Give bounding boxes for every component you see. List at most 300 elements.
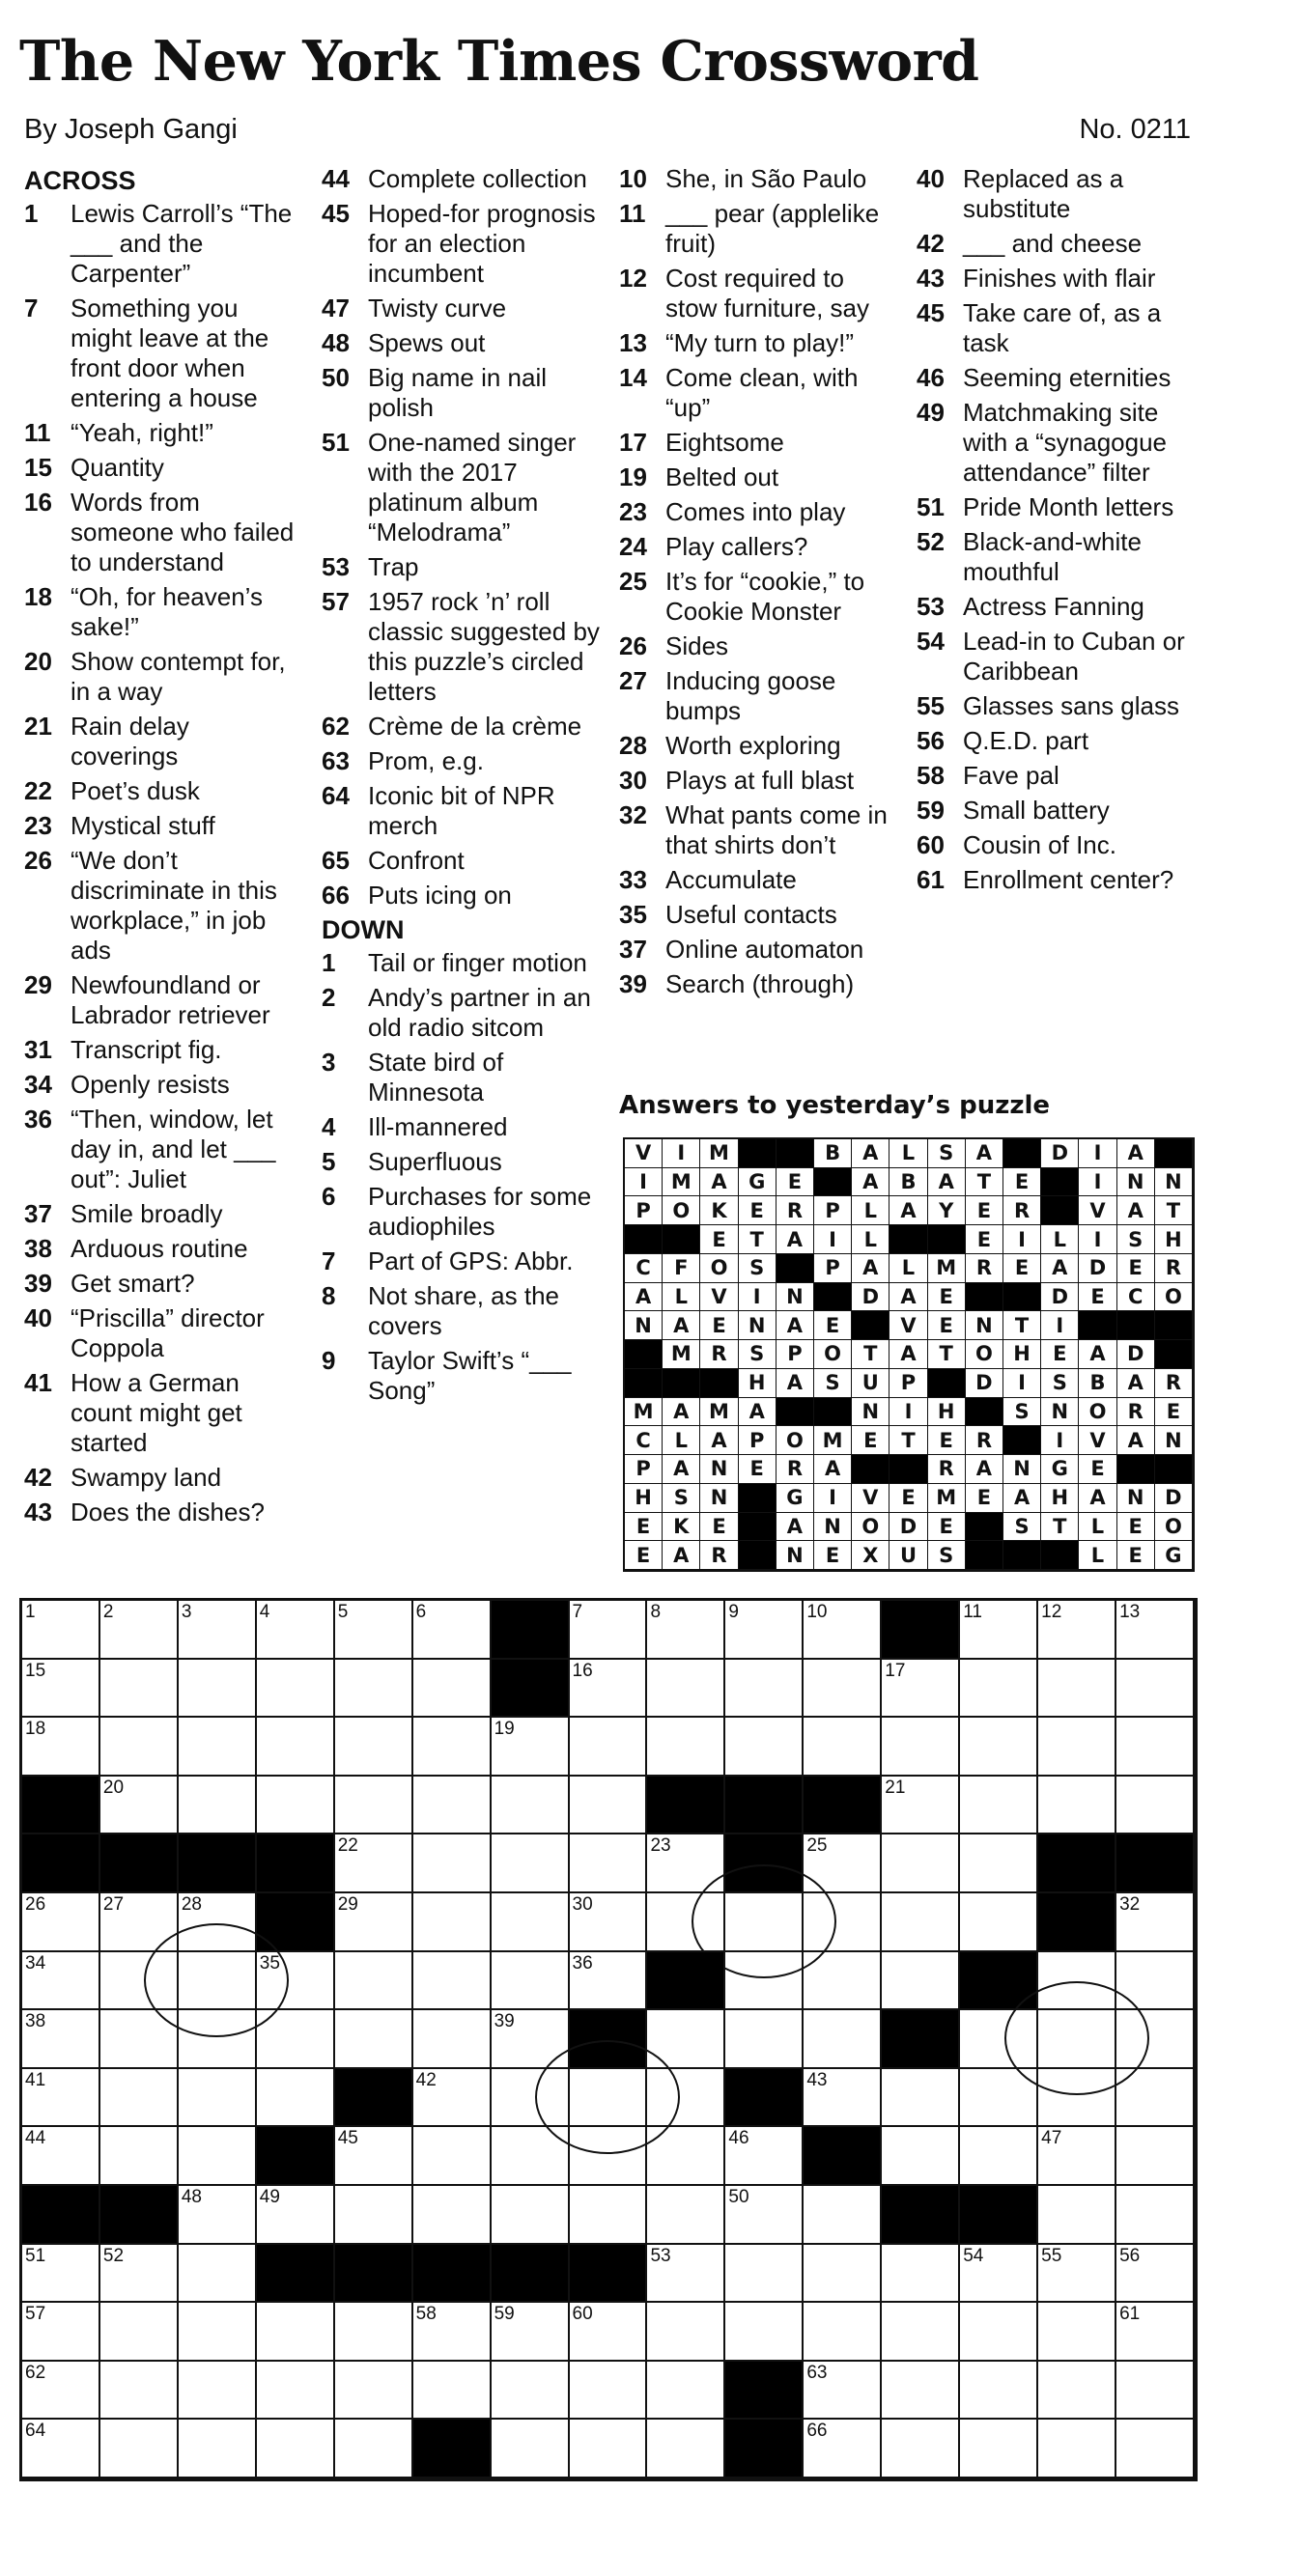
grid-cell[interactable] — [492, 2186, 570, 2245]
grid-cell[interactable] — [257, 2069, 335, 2128]
grid-cell[interactable] — [492, 1952, 570, 2011]
grid-cell[interactable] — [179, 2303, 257, 2362]
clue-text: Swampy land — [71, 1463, 222, 1492]
answer-letter: T — [928, 1340, 966, 1369]
clue — [322, 164, 602, 194]
grid-cell[interactable] — [492, 2303, 570, 2362]
black-square — [647, 1777, 725, 1835]
grid-cell[interactable] — [179, 1660, 257, 1719]
clue-text: “Yeah, right!” — [71, 418, 213, 447]
answer-letter: L — [1079, 1541, 1116, 1570]
grid-cell[interactable] — [100, 2245, 179, 2304]
grid-cell[interactable] — [804, 1660, 882, 1719]
grid-cell[interactable] — [1116, 2245, 1195, 2304]
answer-letter: A — [890, 1196, 927, 1225]
clue — [619, 731, 899, 761]
grid-cell[interactable] — [335, 2010, 413, 2069]
clue-text: Accumulate — [665, 865, 797, 894]
grid-cell[interactable] — [492, 2420, 570, 2478]
cell-number: 63 — [806, 2362, 828, 2383]
clue-text: Big name in nail polish — [368, 363, 547, 422]
grid-cell[interactable] — [804, 1601, 882, 1660]
grid-cell[interactable] — [647, 2186, 725, 2245]
grid-cell[interactable] — [882, 1660, 960, 1719]
clue — [917, 865, 1197, 895]
grid-cell[interactable] — [257, 1952, 335, 2011]
grid-cell[interactable] — [1038, 2303, 1116, 2362]
grid-cell[interactable] — [1038, 2420, 1116, 2478]
clue-number: 10 — [619, 164, 647, 193]
grid-cell[interactable] — [22, 1718, 100, 1777]
grid-cell[interactable] — [492, 2362, 570, 2421]
clue-text: Part of GPS: Abbr. — [368, 1246, 574, 1275]
answer-letter: A — [966, 1139, 1003, 1168]
grid-cell[interactable] — [647, 2069, 725, 2128]
clue — [24, 811, 299, 841]
grid-cell[interactable] — [257, 1718, 335, 1777]
grid-cell[interactable] — [960, 2303, 1038, 2362]
clue — [24, 846, 299, 966]
cell-number: 12 — [1041, 1602, 1062, 1622]
grid-cell[interactable] — [882, 1777, 960, 1835]
answer-letter: E — [890, 1484, 927, 1513]
grid-cell[interactable] — [1116, 2069, 1195, 2128]
grid-cell[interactable] — [570, 2303, 648, 2362]
grid-cell[interactable] — [413, 1834, 492, 1893]
grid-cell[interactable] — [570, 1601, 648, 1660]
grid-cell[interactable] — [1038, 2127, 1116, 2186]
grid-cell[interactable] — [960, 1777, 1038, 1835]
grid-cell[interactable] — [804, 1834, 882, 1893]
grid-cell[interactable] — [960, 2420, 1038, 2478]
clue — [619, 935, 899, 965]
clue-text: Finishes with flair — [963, 264, 1156, 293]
grid-cell[interactable] — [179, 2420, 257, 2478]
grid-cell[interactable] — [1116, 1893, 1195, 1952]
grid-cell[interactable] — [100, 2303, 179, 2362]
grid-cell[interactable] — [492, 2069, 570, 2128]
grid-cell[interactable] — [647, 1718, 725, 1777]
grid-cell[interactable] — [22, 2420, 100, 2478]
clue-number: 14 — [619, 363, 647, 392]
grid-cell[interactable] — [882, 1834, 960, 1893]
grid-cell[interactable] — [335, 2303, 413, 2362]
clue — [917, 298, 1197, 358]
black-square — [882, 2010, 960, 2069]
grid-cell[interactable] — [22, 1601, 100, 1660]
answer-letter: D — [890, 1513, 927, 1542]
grid-cell[interactable] — [725, 2010, 804, 2069]
clue-text: One-named singer with the 2017 platinum album “Melodrama” — [368, 428, 577, 546]
clue-number: 23 — [24, 811, 52, 840]
clue-number: 8 — [322, 1281, 336, 1310]
grid-cell[interactable] — [570, 2362, 648, 2421]
grid-cell[interactable] — [492, 1718, 570, 1777]
across-heading: ACROSS — [24, 166, 136, 195]
cell-number: 7 — [572, 1602, 583, 1622]
grid-cell[interactable] — [804, 2420, 882, 2478]
grid-cell[interactable] — [179, 1893, 257, 1952]
grid-cell[interactable] — [647, 2245, 725, 2304]
grid-cell[interactable] — [179, 1601, 257, 1660]
grid-cell[interactable] — [570, 2069, 648, 2128]
black-square — [1038, 1893, 1116, 1952]
clue-text: Plays at full blast — [665, 766, 855, 795]
grid-cell[interactable] — [960, 2362, 1038, 2421]
clue-text: Something you might leave at the front door when entering a house — [71, 294, 269, 412]
clue-number: 37 — [24, 1199, 52, 1228]
clue — [322, 1246, 602, 1276]
clue-text: Words from someone who failed to understand — [71, 488, 295, 576]
answer-black-square — [966, 1541, 1003, 1570]
grid-cell[interactable] — [882, 1893, 960, 1952]
grid-cell[interactable] — [804, 2303, 882, 2362]
clue-text: Useful contacts — [665, 900, 837, 929]
grid-cell[interactable] — [647, 1893, 725, 1952]
clue-number: 11 — [24, 418, 51, 447]
grid-cell[interactable] — [335, 1718, 413, 1777]
grid-cell[interactable] — [882, 1718, 960, 1777]
grid-cell[interactable] — [22, 2245, 100, 2304]
grid-cell[interactable] — [492, 1893, 570, 1952]
grid-cell[interactable] — [570, 1660, 648, 1719]
grid-cell[interactable] — [647, 1660, 725, 1719]
grid-cell[interactable] — [647, 2362, 725, 2421]
grid-cell[interactable] — [725, 1718, 804, 1777]
grid-cell[interactable] — [647, 2303, 725, 2362]
answer-letter: S — [663, 1484, 700, 1513]
grid-cell[interactable] — [725, 2127, 804, 2186]
grid-cell[interactable] — [570, 2127, 648, 2186]
grid-cell[interactable] — [570, 1893, 648, 1952]
grid-cell[interactable] — [1116, 2127, 1195, 2186]
answer-grid — [623, 1137, 1195, 1572]
clue-text: Inducing goose bumps — [665, 666, 836, 725]
grid-cell[interactable] — [1116, 1718, 1195, 1777]
answer-letter: B — [814, 1139, 852, 1168]
grid-cell[interactable] — [960, 2010, 1038, 2069]
grid-cell[interactable] — [335, 1777, 413, 1835]
grid-cell[interactable] — [960, 2245, 1038, 2304]
grid-cell[interactable] — [335, 1952, 413, 2011]
cell-number: 52 — [102, 2245, 125, 2266]
grid-cell[interactable] — [1038, 1718, 1116, 1777]
grid-cell[interactable] — [1038, 2069, 1116, 2128]
grid-cell[interactable] — [882, 2127, 960, 2186]
grid-cell[interactable] — [492, 1834, 570, 1893]
grid-cell[interactable] — [335, 2127, 413, 2186]
grid-cell[interactable] — [257, 1601, 335, 1660]
grid-cell[interactable] — [335, 1660, 413, 1719]
cell-number: 28 — [181, 1893, 202, 1915]
answer-letter: M — [625, 1398, 663, 1427]
answer-letter: A — [1117, 1426, 1155, 1455]
grid-cell[interactable] — [100, 2010, 179, 2069]
clue-text: Twisty curve — [368, 294, 507, 322]
grid-cell[interactable] — [22, 1952, 100, 2011]
clue-text: “My turn to play!” — [665, 328, 855, 357]
grid-cell[interactable] — [413, 2010, 492, 2069]
grid-cell[interactable] — [100, 1893, 179, 1952]
answer-letter: O — [814, 1340, 852, 1369]
clue-number: 42 — [917, 229, 945, 258]
clue — [917, 492, 1197, 522]
grid-cell[interactable] — [960, 2127, 1038, 2186]
cell-number: 45 — [337, 2128, 358, 2149]
grid-cell[interactable] — [335, 2420, 413, 2478]
grid-cell[interactable] — [804, 2010, 882, 2069]
grid-cell[interactable] — [335, 1834, 413, 1893]
grid-cell[interactable] — [335, 1893, 413, 1952]
answer-black-square — [814, 1398, 852, 1427]
answer-letter: T — [739, 1225, 777, 1254]
grid-cell[interactable] — [960, 1834, 1038, 1893]
grid-cell[interactable] — [1116, 2362, 1195, 2421]
grid-cell[interactable] — [570, 1952, 648, 2011]
grid-cell[interactable] — [179, 2010, 257, 2069]
grid-cell[interactable] — [22, 2303, 100, 2362]
grid-cell[interactable] — [22, 1893, 100, 1952]
grid-cell[interactable] — [22, 2362, 100, 2421]
grid-cell[interactable] — [257, 1660, 335, 1719]
answer-black-square — [1041, 1541, 1079, 1570]
grid-cell[interactable] — [22, 2010, 100, 2069]
answer-letter: E — [852, 1426, 890, 1455]
grid-cell[interactable] — [100, 1718, 179, 1777]
grid-cell[interactable] — [257, 2303, 335, 2362]
grid-cell[interactable] — [1116, 1777, 1195, 1835]
clue-text: Smile broadly — [71, 1199, 223, 1228]
grid-cell[interactable] — [413, 1718, 492, 1777]
answer-letter: N — [700, 1455, 738, 1484]
grid-cell[interactable] — [100, 2069, 179, 2128]
grid-cell[interactable] — [960, 1718, 1038, 1777]
clue-number: 36 — [24, 1105, 52, 1134]
grid-cell[interactable] — [570, 1834, 648, 1893]
grid-cell[interactable] — [570, 2186, 648, 2245]
grid-cell[interactable] — [100, 1601, 179, 1660]
grid-cell[interactable] — [882, 2362, 960, 2421]
answer-letter: T — [1041, 1513, 1079, 1542]
cell-number: 57 — [25, 2304, 46, 2325]
answer-letter: A — [814, 1455, 852, 1484]
grid-cell[interactable] — [179, 1952, 257, 2011]
cell-number: 29 — [337, 1893, 358, 1915]
clue-text: Mystical stuff — [71, 811, 215, 840]
grid-cell[interactable] — [100, 1777, 179, 1835]
clue-text: Prom, e.g. — [368, 746, 484, 775]
answer-letter: E — [814, 1541, 852, 1570]
grid-cell[interactable] — [725, 2186, 804, 2245]
answer-letter: A — [663, 1398, 700, 1427]
grid-cell[interactable] — [960, 1601, 1038, 1660]
grid-cell[interactable] — [570, 2420, 648, 2478]
grid-cell[interactable] — [22, 1660, 100, 1719]
grid-cell[interactable] — [179, 1777, 257, 1835]
grid-cell[interactable] — [882, 2069, 960, 2128]
clue-number: 1 — [322, 948, 336, 977]
grid-cell[interactable] — [100, 1660, 179, 1719]
clue-text: Seeming eternities — [963, 363, 1172, 392]
grid-cell[interactable] — [1116, 1601, 1195, 1660]
grid-cell[interactable] — [413, 1601, 492, 1660]
grid-cell[interactable] — [725, 2245, 804, 2304]
answer-letter: E — [814, 1311, 852, 1340]
answer-letter: A — [1079, 1340, 1116, 1369]
grid-cell[interactable] — [257, 2186, 335, 2245]
grid-cell[interactable] — [804, 2186, 882, 2245]
grid-cell[interactable] — [335, 2186, 413, 2245]
answer-letter: M — [663, 1340, 700, 1369]
black-square — [257, 1834, 335, 1893]
answer-black-square — [1003, 1541, 1041, 1570]
black-square — [100, 1834, 179, 1893]
grid-cell[interactable] — [413, 2186, 492, 2245]
clue — [619, 264, 899, 323]
black-square — [647, 1952, 725, 2011]
answer-letter: L — [890, 1254, 927, 1283]
grid-cell[interactable] — [413, 1893, 492, 1952]
grid-cell[interactable] — [570, 1718, 648, 1777]
grid-cell[interactable] — [1116, 1660, 1195, 1719]
answer-letter: A — [777, 1225, 814, 1254]
grid-cell[interactable] — [882, 2245, 960, 2304]
grid-cell[interactable] — [179, 2069, 257, 2128]
grid-cell[interactable] — [179, 2127, 257, 2186]
grid-cell[interactable] — [257, 2010, 335, 2069]
grid-cell[interactable] — [413, 2069, 492, 2128]
grid-cell[interactable] — [804, 1952, 882, 2011]
grid-cell[interactable] — [1038, 2186, 1116, 2245]
clue-number: 51 — [917, 492, 945, 521]
answer-letter: K — [663, 1513, 700, 1542]
grid-cell[interactable] — [492, 2127, 570, 2186]
grid-cell[interactable] — [647, 2127, 725, 2186]
grid-cell[interactable] — [882, 1952, 960, 2011]
grid-cell[interactable] — [1116, 1952, 1195, 2011]
clue — [24, 294, 299, 413]
grid-cell[interactable] — [1116, 2186, 1195, 2245]
grid-cell[interactable] — [882, 2420, 960, 2478]
answer-letter: E — [928, 1513, 966, 1542]
grid-cell[interactable] — [413, 1660, 492, 1719]
grid-cell[interactable] — [725, 1893, 804, 1952]
grid-cell[interactable] — [257, 2420, 335, 2478]
grid-cell[interactable] — [100, 2362, 179, 2421]
grid-cell[interactable] — [335, 1601, 413, 1660]
grid-cell[interactable] — [804, 1718, 882, 1777]
cell-number: 16 — [572, 1660, 593, 1681]
grid-cell[interactable] — [960, 2069, 1038, 2128]
grid-cell[interactable] — [804, 2069, 882, 2128]
black-square — [570, 2010, 648, 2069]
grid-cell[interactable] — [22, 2069, 100, 2128]
clue — [619, 532, 899, 562]
answer-letter: Y — [928, 1196, 966, 1225]
grid-cell[interactable] — [22, 2127, 100, 2186]
grid-cell[interactable] — [647, 1834, 725, 1893]
clue — [24, 1368, 299, 1458]
grid-cell[interactable] — [1038, 1601, 1116, 1660]
grid-cell[interactable] — [492, 2010, 570, 2069]
answer-letter: I — [1041, 1426, 1079, 1455]
answer-letter: A — [890, 1340, 927, 1369]
clue — [322, 1112, 602, 1142]
grid-cell[interactable] — [570, 1777, 648, 1835]
grid-cell[interactable] — [1038, 1660, 1116, 1719]
grid-cell[interactable] — [1116, 2420, 1195, 2478]
grid-cell[interactable] — [492, 1777, 570, 1835]
clue-number: 37 — [619, 935, 647, 964]
grid-cell[interactable] — [647, 2420, 725, 2478]
grid-cell[interactable] — [413, 1777, 492, 1835]
answer-letter: E — [928, 1426, 966, 1455]
answer-black-square — [777, 1398, 814, 1427]
grid-cell[interactable] — [100, 2127, 179, 2186]
grid-cell[interactable] — [179, 2362, 257, 2421]
grid-cell[interactable] — [179, 2245, 257, 2304]
clue-number: 53 — [322, 552, 350, 581]
grid-cell[interactable] — [335, 2362, 413, 2421]
answer-letter: N — [625, 1311, 663, 1340]
clue-text: Play callers? — [665, 532, 808, 561]
grid-cell[interactable] — [1116, 2010, 1195, 2069]
grid-cell[interactable] — [100, 2420, 179, 2478]
grid-cell[interactable] — [725, 1660, 804, 1719]
grid-cell[interactable] — [413, 2362, 492, 2421]
grid-cell[interactable] — [1038, 2010, 1116, 2069]
clue-number: 20 — [24, 647, 52, 676]
grid-cell[interactable] — [1038, 1952, 1116, 2011]
answer-letter: G — [739, 1168, 777, 1197]
clue-text: Get smart? — [71, 1269, 195, 1298]
grid-cell[interactable] — [804, 2362, 882, 2421]
grid-cell[interactable] — [804, 2245, 882, 2304]
grid-cell[interactable] — [257, 1777, 335, 1835]
answer-letter: I — [1079, 1139, 1116, 1168]
grid-cell[interactable] — [882, 2303, 960, 2362]
clue — [24, 1035, 299, 1065]
grid-cell[interactable] — [1038, 2362, 1116, 2421]
grid-cell[interactable] — [804, 1893, 882, 1952]
answer-letter: A — [1003, 1484, 1041, 1513]
grid-cell[interactable] — [647, 1601, 725, 1660]
answer-letter: S — [739, 1254, 777, 1283]
grid-cell[interactable] — [725, 1952, 804, 2011]
grid-cell[interactable] — [413, 2303, 492, 2362]
grid-cell[interactable] — [100, 1952, 179, 2011]
clue-number: 57 — [322, 587, 350, 616]
grid-cell[interactable] — [179, 2186, 257, 2245]
grid-cell[interactable] — [1116, 2303, 1195, 2362]
grid-cell[interactable] — [1038, 1777, 1116, 1835]
grid-cell[interactable] — [725, 1601, 804, 1660]
answer-letter: N — [852, 1398, 890, 1427]
clue-number: 44 — [322, 164, 350, 193]
grid-cell[interactable] — [413, 1952, 492, 2011]
grid-cell[interactable] — [179, 1718, 257, 1777]
clue-number: 50 — [322, 363, 350, 392]
grid-cell[interactable] — [413, 2127, 492, 2186]
grid-cell[interactable] — [1038, 2245, 1116, 2304]
cell-number: 53 — [650, 2245, 671, 2266]
grid-cell[interactable] — [725, 2303, 804, 2362]
grid-cell[interactable] — [960, 1660, 1038, 1719]
grid-cell[interactable] — [647, 2010, 725, 2069]
grid-cell[interactable] — [960, 1893, 1038, 1952]
grid-cell[interactable] — [257, 2362, 335, 2421]
clue — [619, 199, 899, 259]
